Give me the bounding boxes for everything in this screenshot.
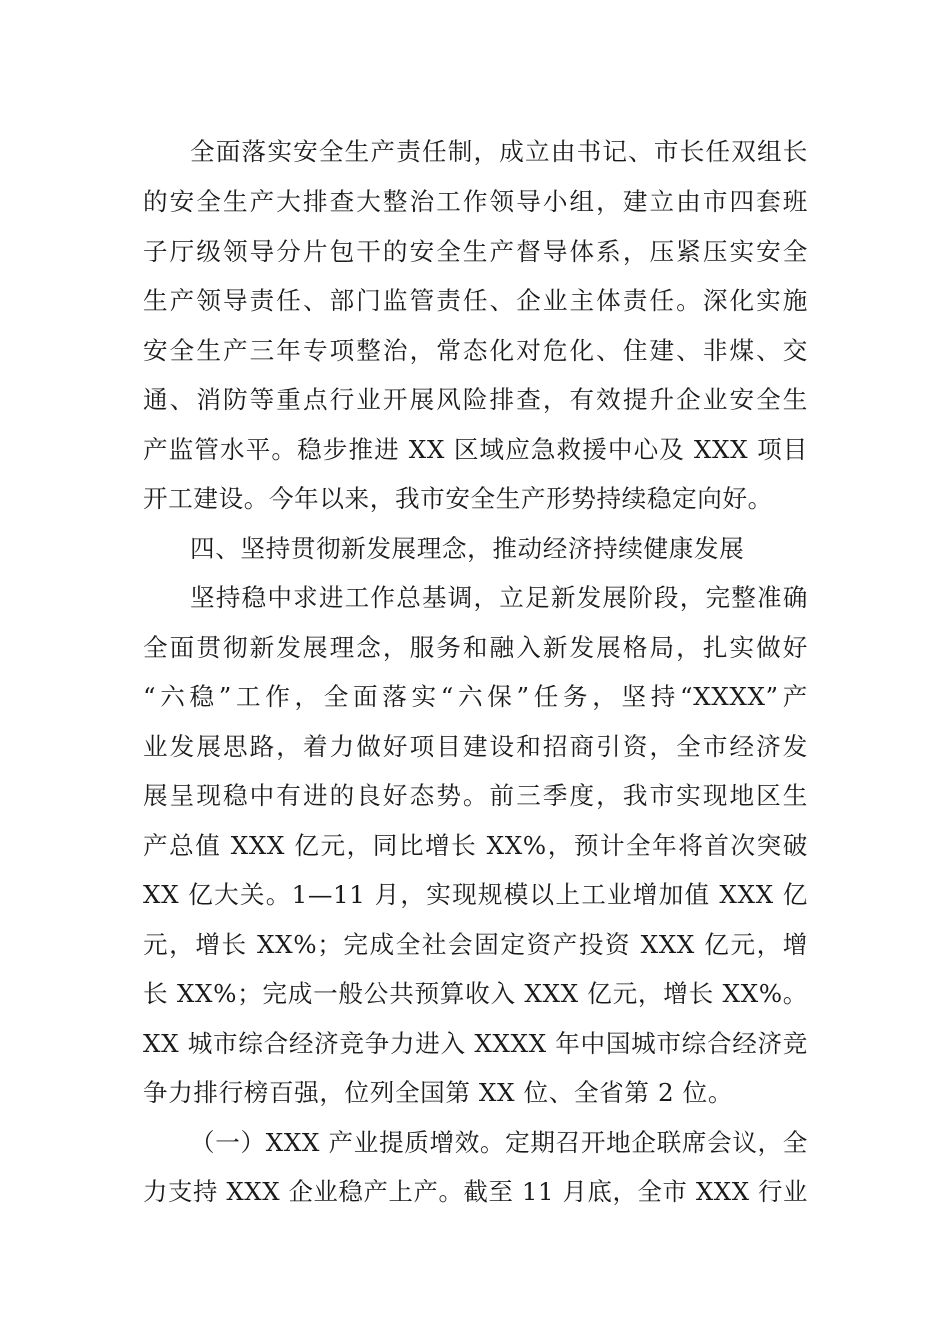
paragraph-line: XX 亿大关。1—11 月，实现规模以上工业增加值 XXX 亿 <box>143 880 808 909</box>
paragraph-line: “六稳”工作，全面落实“六保”任务，坚持“XXXX”产 <box>143 682 808 711</box>
paragraph-line: 生产领导责任、部门监管责任、企业主体责任。深化实施 <box>143 286 808 315</box>
paragraph-line: 产总值 XXX 亿元，同比增长 XX%，预计全年将首次突破 <box>143 831 808 860</box>
paragraph-line: 元，增长 XX%；完成全社会固定资产投资 XXX 亿元，增 <box>143 930 808 959</box>
paragraph-line: XX 城市综合经济竞争力进入 XXXX 年中国城市综合经济竞 <box>143 1029 808 1058</box>
paragraph-line: 全面贯彻新发展理念，服务和融入新发展格局，扎实做好 <box>143 633 808 662</box>
paragraph-line: 通、消防等重点行业开展风险排查，有效提升企业安全生 <box>143 385 808 414</box>
paragraph-line: 安全生产三年专项整治，常态化对危化、住建、非煤、交 <box>143 336 808 365</box>
paragraph-line: 开工建设。今年以来，我市安全生产形势持续稳定向好。 <box>143 484 773 513</box>
paragraph-line: 争力排行榜百强，位列全国第 XX 位、全省第 2 位。 <box>143 1078 734 1107</box>
paragraph-line: 坚持稳中求进工作总基调，立足新发展阶段，完整准确 <box>190 583 808 612</box>
paragraph-line: 长 XX%；完成一般公共预算收入 XXX 亿元，增长 XX%。 <box>143 979 808 1008</box>
section-heading: 四、坚持贯彻新发展理念，推动经济持续健康发展 <box>190 534 745 563</box>
paragraph-line: 的安全生产大排查大整治工作领导小组，建立由市四套班 <box>143 187 808 216</box>
paragraph-line: （一）XXX 产业提质增效。定期召开地企联席会议，全 <box>190 1128 808 1157</box>
paragraph-line: 全面落实安全生产责任制，成立由书记、市长任双组长 <box>190 137 808 166</box>
paragraph-line: 业发展思路，着力做好项目建设和招商引资，全市经济发 <box>143 732 808 761</box>
paragraph-line: 产监管水平。稳步推进 XX 区域应急救援中心及 XXX 项目 <box>143 435 808 464</box>
paragraph-line: 力支持 XXX 企业稳产上产。截至 11 月底，全市 XXX 行业 <box>143 1177 808 1206</box>
paragraph-line: 子厅级领导分片包干的安全生产督导体系，压紧压实安全 <box>143 237 808 266</box>
paragraph-line: 展呈现稳中有进的良好态势。前三季度，我市实现地区生 <box>143 781 808 810</box>
